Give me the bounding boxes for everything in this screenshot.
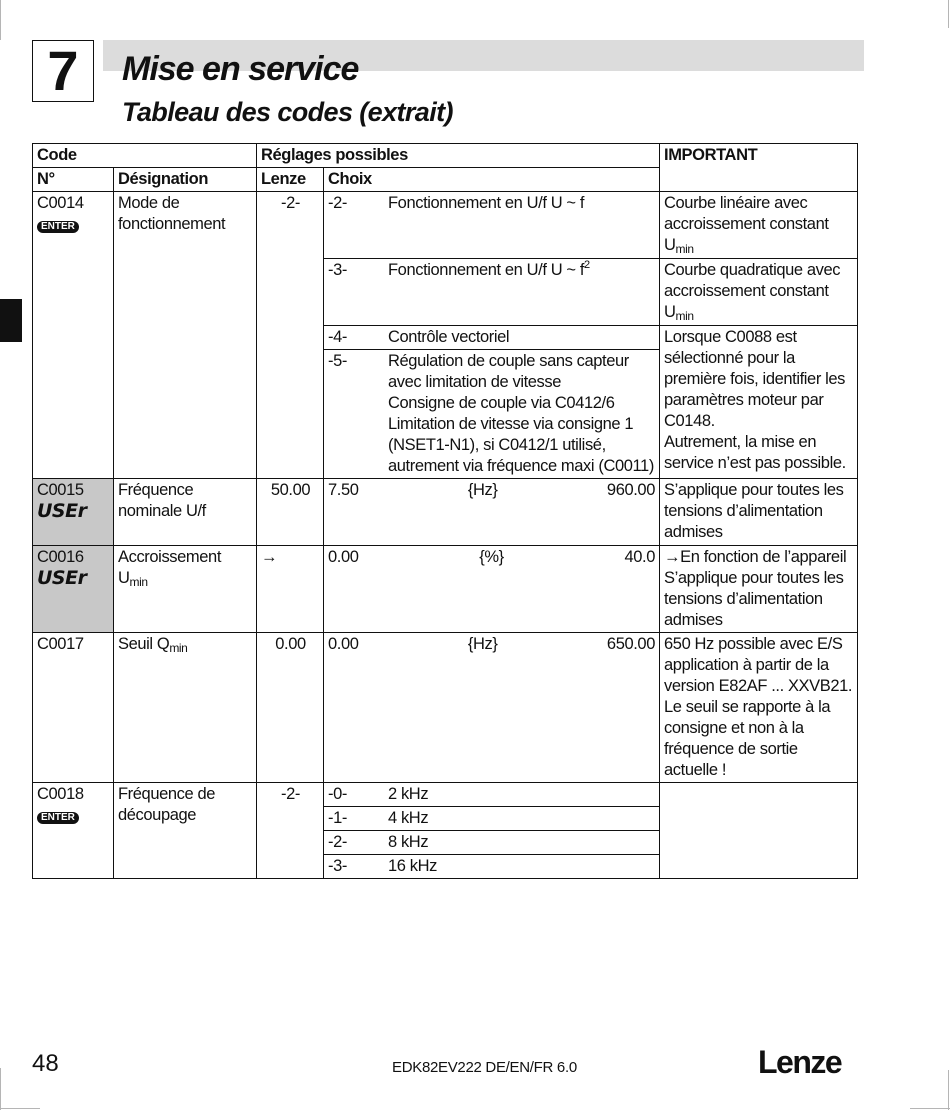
important-text: S’applique pour toutes les tensions d’alimentation admises	[664, 569, 844, 629]
code-cell: C0017	[33, 633, 114, 783]
option-key: -4-	[328, 328, 347, 346]
option-key: -0-	[328, 785, 347, 803]
designation-cell	[114, 546, 257, 633]
designation-cell: Mode de fonctionnement	[114, 192, 257, 479]
option-key: -2-	[328, 194, 347, 212]
designation-cell	[114, 633, 257, 783]
choice-option	[324, 783, 660, 807]
important-text: Autrement, la mise en service n’est pas possible.	[664, 433, 846, 472]
important-cell	[660, 783, 858, 879]
range-unit: {Hz}	[467, 635, 498, 653]
designation-text: Seuil Q	[118, 635, 170, 653]
option-text: Fonctionnement en U/f U ~ f	[388, 194, 585, 212]
user-menu-icon: USEr	[37, 567, 87, 589]
choice-option	[324, 807, 660, 831]
lenze-logo: Lenze	[758, 1044, 842, 1080]
crop-mark	[0, 1068, 1, 1110]
choice-option	[324, 326, 660, 350]
enter-icon: ENTER	[37, 812, 79, 824]
crop-mark	[948, 0, 949, 28]
important-cell	[660, 259, 858, 326]
choice-option	[324, 259, 660, 326]
header-designation: Désignation	[114, 168, 257, 192]
code-table	[32, 143, 858, 879]
range-unit: {%}	[479, 548, 504, 566]
designation-cell: Fréquence nominale U/f	[114, 479, 257, 546]
lenze-default: 50.00	[257, 479, 324, 546]
range-min: 7.50	[328, 481, 359, 499]
subscript: min	[129, 575, 148, 589]
crop-mark	[910, 1108, 950, 1109]
arrow-right-icon: →	[261, 548, 278, 566]
option-key: -3-	[328, 261, 347, 279]
table-row	[33, 192, 858, 259]
header-number: N°	[33, 168, 114, 192]
range-max: 40.0	[624, 548, 655, 566]
superscript: 2	[584, 259, 590, 271]
range-min: 0.00	[328, 548, 359, 566]
option-text: Contrôle vectoriel	[388, 328, 510, 346]
choice-range	[324, 633, 660, 783]
lenze-default: -2-	[257, 783, 324, 879]
range-min: 0.00	[328, 635, 359, 653]
choice-option	[324, 831, 660, 855]
lenze-default: -2-	[257, 192, 324, 479]
important-text: En fonction de l’appareil	[680, 548, 847, 566]
designation-cell: Fréquence de découpage	[114, 783, 257, 879]
important-cell	[660, 326, 858, 479]
header-important: IMPORTANT	[660, 144, 858, 192]
crop-mark	[948, 1070, 949, 1110]
table-header-row	[33, 144, 858, 168]
designation-text: Accroissement U	[118, 548, 222, 587]
important-text: Le seuil se rapporte à la consigne et non à la fréquence de sortie actuelle !	[664, 698, 831, 779]
important-text: Courbe quadratique avec accroissement constant U	[664, 261, 841, 321]
enter-icon: ENTER	[37, 221, 79, 233]
user-menu-icon: USEr	[37, 500, 87, 522]
important-text: Lorsque C0088 est sélectionné pour la première fois, identifier les paramètres moteur par C0148.	[664, 328, 845, 430]
header-code: Code	[33, 144, 257, 168]
option-text: Fonctionnement en U/f U ~ f	[388, 261, 585, 279]
option-text: 2 kHz	[388, 785, 429, 803]
option-text: 4 kHz	[388, 809, 429, 827]
lenze-default	[257, 546, 324, 633]
subscript: min	[675, 309, 694, 323]
important-text: Courbe linéaire avec accroissement constant U	[664, 194, 829, 254]
option-text: Régulation de couple sans capteur avec limitation de vitesse	[388, 352, 629, 391]
code-number: C0018	[37, 785, 84, 803]
header-lenze: Lenze	[257, 168, 324, 192]
important-cell	[660, 546, 858, 633]
range-max: 650.00	[606, 635, 655, 653]
option-key: -5-	[328, 352, 347, 370]
table-row	[33, 633, 858, 783]
range-unit: {Hz}	[467, 481, 498, 499]
code-number: C0015	[37, 481, 84, 499]
option-text: 8 kHz	[388, 833, 429, 851]
table-row	[33, 479, 858, 546]
code-cell	[33, 192, 114, 479]
lenze-default: 0.00	[257, 633, 324, 783]
code-cell	[33, 479, 114, 546]
code-cell	[33, 783, 114, 879]
important-cell	[660, 192, 858, 259]
choice-option	[324, 855, 660, 879]
choice-option	[324, 350, 660, 479]
option-key: -3-	[328, 857, 347, 875]
important-text: 650 Hz possible avec E/S application à partir de la version E82AF ... XXVB21.	[664, 635, 853, 695]
option-text: 16 kHz	[388, 857, 437, 875]
page-number: 48	[32, 1050, 59, 1077]
option-key: -2-	[328, 833, 347, 851]
important-cell	[660, 633, 858, 783]
code-number: C0014	[37, 194, 84, 212]
option-key: -1-	[328, 809, 347, 827]
code-cell	[33, 546, 114, 633]
choice-range	[324, 546, 660, 633]
choice-range	[324, 479, 660, 546]
table-row	[33, 783, 858, 807]
document-id: EDK82EV222 DE/EN/FR 6.0	[392, 1059, 577, 1076]
header-choice: Choix	[324, 168, 660, 192]
arrow-right-icon: →	[664, 548, 681, 566]
option-text: Consigne de couple via C0412/6	[388, 394, 615, 412]
code-number: C0016	[37, 548, 84, 566]
header-settings: Réglages possibles	[257, 144, 660, 168]
page-subtitle: Tableau des codes (extrait)	[122, 97, 453, 127]
table-row	[33, 546, 858, 633]
subscript: min	[169, 641, 188, 655]
option-text: Limitation de vitesse via consigne 1 (NSET1-N1), si C0412/1 utilisé, autrement via fréquence maxi (C0011)	[388, 415, 654, 475]
subscript: min	[675, 242, 694, 256]
choice-option	[324, 192, 660, 259]
chapter-side-tab	[0, 299, 22, 342]
crop-mark	[0, 1108, 40, 1109]
important-cell: S’applique pour toutes les tensions d’alimentation admises	[660, 479, 858, 546]
page-title: Mise en service	[122, 50, 359, 88]
range-max: 960.00	[606, 481, 655, 499]
chapter-number: 7	[32, 40, 94, 102]
crop-mark	[0, 0, 1, 40]
